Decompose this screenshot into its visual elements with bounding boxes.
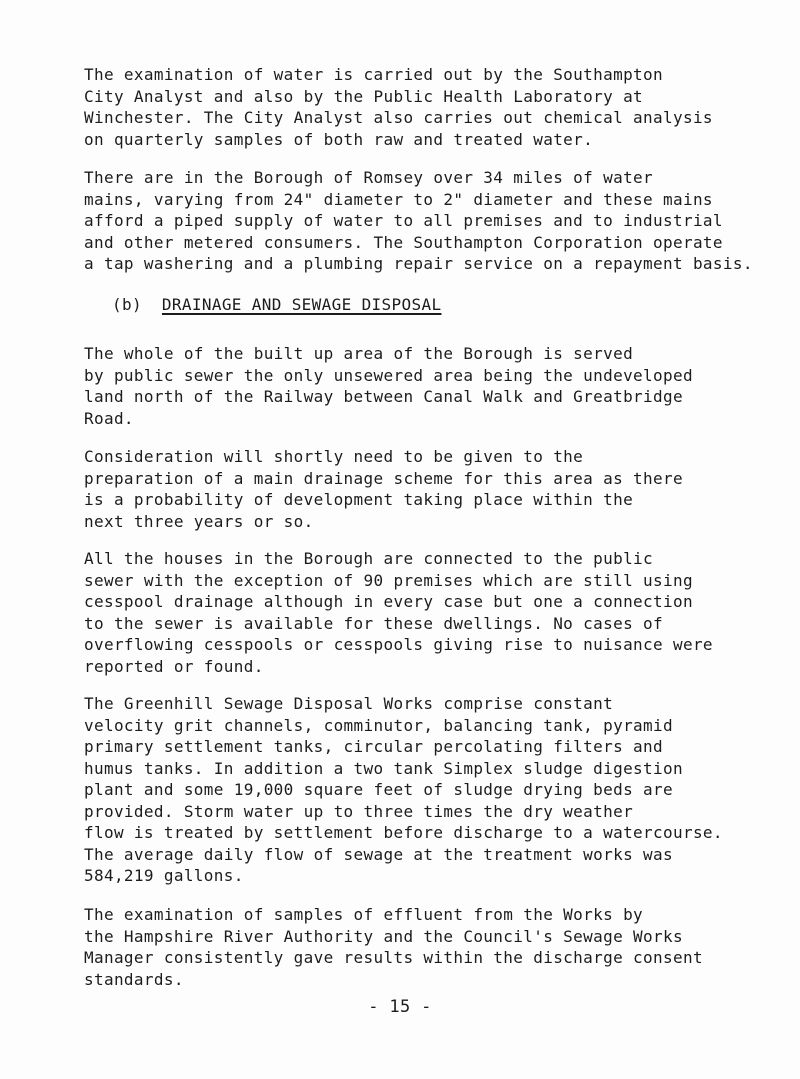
text-line: The examination of samples of effluent from the Works by	[84, 905, 644, 924]
text-line: afford a piped supply of water to all premises and to industrial	[84, 211, 723, 230]
text-line: and other metered consumers. The Southampton Corporation operate	[84, 232, 723, 252]
text-line: Road.	[84, 408, 134, 428]
text-line: provided. Storm water up to three times the dry weather	[84, 801, 634, 821]
text-line: mains, varying from 24" diameter to 2" diameter and these mains	[84, 189, 713, 209]
text-line: by public sewer the only unsewered area being the undeveloped	[84, 365, 693, 385]
text-line: flow is treated by settlement before discharge to a watercourse.	[84, 823, 723, 842]
text-line: primary settlement tanks, circular percolating filters and	[84, 737, 664, 756]
paragraph-greenhill-works	[84, 693, 774, 887]
section-title: DRAINAGE AND SEWAGE DISPOSAL	[161, 295, 442, 314]
text-line: Consideration will shortly need to be given to the	[84, 447, 584, 466]
page-number: - 15 -	[368, 997, 432, 1017]
text-line: on quarterly samples of both raw and treated water.	[84, 129, 594, 149]
text-line: Manager consistently gave results within the discharge consent	[84, 948, 703, 967]
paragraph-public-sewer	[84, 343, 774, 429]
paragraph-effluent-samples	[84, 904, 774, 990]
paragraph-cesspool-drainage	[84, 548, 774, 677]
text-line: plant and some 19,000 square feet of sludge drying beds are	[84, 780, 673, 799]
paragraph-water-mains	[84, 167, 774, 275]
text-line: overflowing cesspools or cesspools giving rise to nuisance were	[84, 635, 713, 654]
text-line: All the houses in the Borough are connected to the public	[84, 549, 654, 568]
text-line: to the sewer is available for these dwellings. No cases of	[84, 613, 664, 633]
text-line: 584,219 gallons.	[84, 866, 244, 885]
text-line: The Greenhill Sewage Disposal Works comprise constant	[84, 694, 614, 713]
text-line: preparation of a main drainage scheme for this area as there	[84, 468, 683, 488]
section-heading	[112, 294, 441, 316]
text-line: velocity grit channels, comminutor, balancing tank, pyramid	[84, 715, 673, 735]
text-line: a tap washering and a plumbing repair service on a repayment basis.	[84, 254, 753, 273]
paragraph-main-drainage	[84, 446, 774, 532]
text-line: humus tanks. In addition a two tank Simplex sludge digestion	[84, 758, 683, 778]
text-line: the Hampshire River Authority and the Council's Sewage Works	[84, 926, 683, 946]
text-line: The average daily flow of sewage at the treatment works was	[84, 844, 673, 864]
text-line: reported or found.	[84, 656, 264, 676]
section-label: (b)	[112, 295, 142, 314]
text-line: next three years or so.	[84, 511, 314, 531]
text-line: City Analyst and also by the Public Health Laboratory at	[84, 86, 644, 106]
text-line: Winchester. The City Analyst also carries out chemical analysis	[84, 108, 713, 127]
text-line: The examination of water is carried out by the Southampton	[84, 65, 664, 84]
text-line: is a probability of development taking place within the	[84, 490, 634, 509]
text-line: standards.	[84, 969, 184, 989]
text-line: land north of the Railway between Canal Walk and Greatbridge	[84, 387, 683, 406]
text-line: There are in the Borough of Romsey over 34 miles of water	[84, 168, 654, 187]
text-line: The whole of the built up area of the Borough is served	[84, 344, 634, 363]
text-line: sewer with the exception of 90 premises which are still using	[84, 570, 693, 590]
text-line: cesspool drainage although in every case but one a connection	[84, 592, 693, 611]
paragraph-water-examination	[84, 64, 774, 150]
